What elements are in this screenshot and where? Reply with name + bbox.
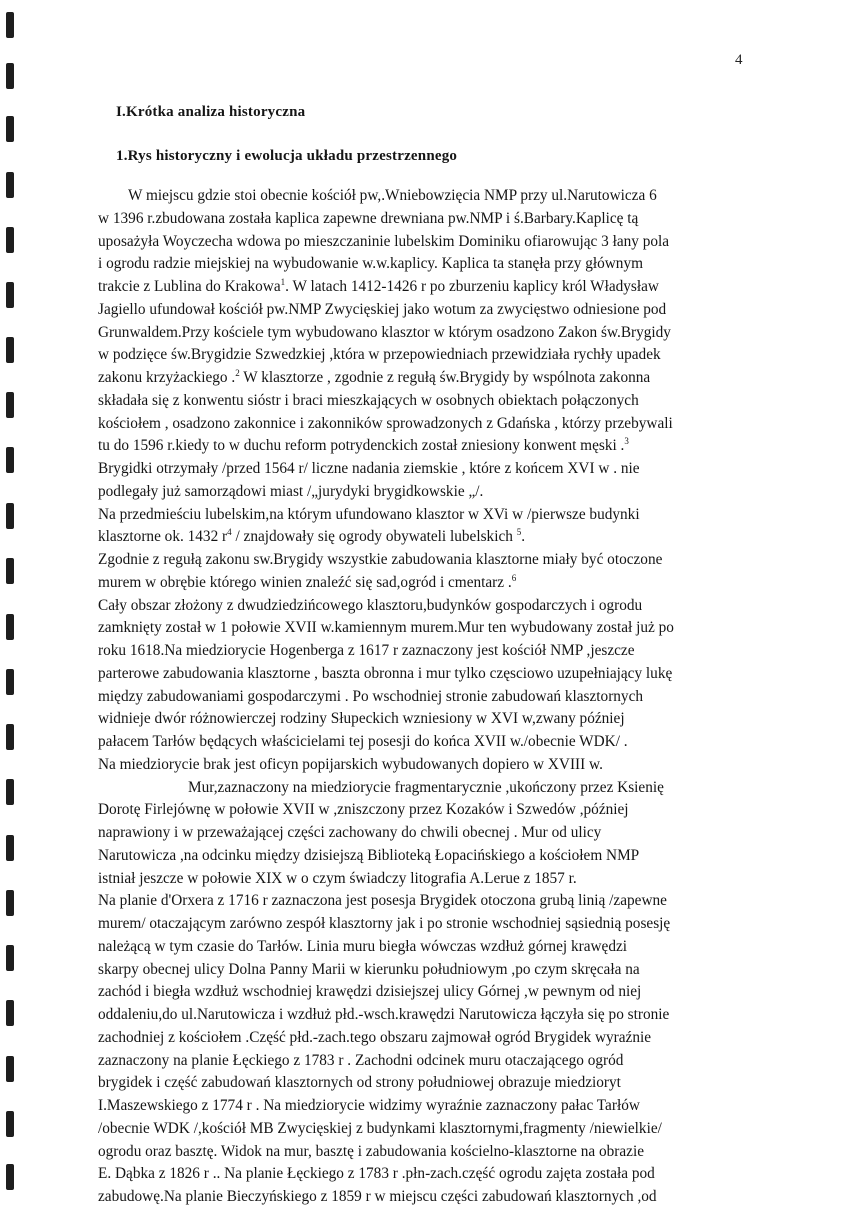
text-line [98,913,758,936]
line-text: . [521,528,526,546]
line-text: widnieje dwór różnowierczej rodziny Słupeckich wzniesiony w XVI w,zwany później [98,710,625,728]
text-line [98,1027,758,1050]
line-text: zachód i biegła wzdłuż wschodniej krawędzi dzisiejszej ulicy Górnej ,w pewnym od niej [98,983,642,1001]
line-text: W klasztorze , zgodnie z regułą św.Brygidy by wspólnota zakonna [239,369,651,386]
line-text: składała się z konwentu sióstr i braci mieszkających w osobnych obiektach połączonych [98,391,639,409]
line-text: w podzięce św.Brygidzie Szwedzkiej ,która w przepowiedniach przewidziała rychły upadek [98,346,661,364]
line-text: . W latach 1412-1426 r po zburzeniu kaplicy król Władysław [285,278,659,295]
binding-punch-holes [0,0,36,1198]
punch-hole [6,63,14,89]
line-text: parterowe zabudowania klasztorne , baszta obronna i mur tylko częsciowo uzupełniający lukę [98,664,673,682]
text-line [98,754,758,777]
text-line [98,299,758,322]
text-line [98,344,758,367]
footnote-ref: 1 [280,277,286,287]
line-text: klasztorne ok. 1432 r [98,528,228,546]
punch-hole [6,1000,14,1026]
text-line [98,731,758,754]
punch-hole [6,172,14,198]
text-line [98,526,758,549]
line-text: Brygidki otrzymały /przed 1564 r/ liczne nadania ziemskie , które z końcem XVI w . nie [98,460,640,477]
line-text: naprawiony i w przeważającej części zachowany do chwili obecnej . Mur od ulicy [98,824,602,841]
line-text: zamknięty został w 1 połowie XVII w.kamiennym murem.Mur ten wybudowany został już po [98,619,674,637]
line-text: skarpy obecnej ulicy Dolna Panny Marii w kierunku południowym ,po czym skręcała na [98,960,640,978]
text-line [98,640,758,663]
line-text: trakcie z Lublina do Krakowa [98,278,281,295]
line-text: Dorotę Firlejównę w połowie XVII w ,zniszczony przez Kozaków i Szwedów ,później [98,801,629,819]
line-text: brygidek i część zabudowań klasztornych od strony południowej obrazuje miedzioryt [98,1074,621,1092]
text-line [98,322,758,345]
text-line [98,959,758,982]
text-line [98,390,758,413]
text-line [98,208,758,231]
text-line [98,708,758,731]
text-line [98,1163,758,1186]
punch-hole [6,890,14,916]
punch-hole [6,227,14,253]
footnote-ref: 4 [227,527,232,538]
line-text: pałacem Tarłów będących właścicielami tej posesji do końca XVII w./obecnie WDK/ . [98,733,628,750]
line-text: należącą w tym czasie do Tarłów. Linia muru biegła wówczas wzdłuż górnej krawędzi [98,937,628,955]
text-line [98,1004,758,1027]
text-line [98,868,758,891]
line-text: tu do 1596 r.kiedy to w duchu reform potrydenckich został zniesiony konwent męski . [98,437,625,455]
line-text: oddaleniu,do ul.Narutowicza i wzdłuż płd.-wsch.krawędzi Narutowicza łączyła się po stronie [98,1006,670,1023]
punch-hole [6,1111,14,1137]
text-line [98,936,758,959]
line-text: E. Dąbka z 1826 r .. Na planie Łęckiego z 1783 r .płn-zach.część ogrodu zajęta została pod [98,1165,655,1183]
line-text: murem w obrębie którego winien znaleźć się sad,ogród i cmentarz . [98,573,512,591]
line-text: zabudowę.Na planie Bieczyńskiego z 1859 r w miejscu części zabudowań klasztornych ,od [98,1188,657,1205]
text-line [98,185,758,208]
line-text: W miejscu gdzie stoi obecnie kościół pw,.Wniebowzięcia NMP przy ul.Narutowicza 6 [128,187,657,204]
line-text: Jagiello ufundował kościół pw.NMP Zwycięskiej jako wotum za zwycięstwo odniesione pod [98,300,667,318]
section-heading: I.Krótka analiza historyczna [116,104,306,120]
footnote-ref: 3 [624,436,629,447]
text-line [98,1050,758,1073]
text-line [98,1095,758,1118]
text-line [98,572,758,595]
text-line [98,231,758,254]
punch-hole [6,724,14,750]
punch-hole [6,779,14,805]
line-text: murem/ otaczającym zarówno zespół klasztorny jak i po stronie wschodniej sąsiednią posesję [98,915,671,932]
line-text: uposażyła Woyczecha wdowa po mieszczaninie lubelskim Dominiku ofiarowując 3 łany pola [98,232,670,250]
line-text: zakonu krzyżackiego . [98,369,236,386]
subsection-heading: 1.Rys historyczny i ewolucja układu przestrzennego [116,148,458,164]
text-line [98,822,758,845]
text-line [98,549,758,572]
punch-hole [6,503,14,529]
text-line [98,845,758,868]
text-line [98,981,758,1004]
text-line [98,367,758,390]
punch-hole [6,447,14,473]
line-text: / znajdowały się ogrody obywateli lubelskich [231,528,517,546]
line-text: i ogrodu radzie miejskiej na wybudowanie w.w.kaplicy. Kaplica ta stanęła przy głównym [98,255,643,273]
punch-hole [6,337,14,363]
line-text: Cały obszar złożony z dwudziedzińcowego klasztoru,budynków gospodarczych i ogrodu [98,596,643,614]
punch-hole [6,1164,14,1190]
line-text: I.Maszewskiego z 1774 r . Na miedziorycie widzimy wyraźnie zaznaczony pałac Tarłów [98,1097,640,1114]
text-line [98,595,758,618]
line-text: zachodniej z kościołem .Część płd.-zach.tego obszaru zajmował ogród Brygidek wyraźnie [98,1028,652,1046]
line-text: ogrodu oraz basztę. Widok na mur, basztę i zabudowania kościelno-klasztorne na obrazie [98,1142,644,1160]
text-line [98,413,758,436]
punch-hole [6,116,14,142]
text-line [98,617,758,640]
text-line [98,1141,758,1164]
line-text: /obecnie WDK /,kościół MB Zwycięskiej z budynkami klasztornymi,fragmenty /niewielkie/ [98,1119,662,1137]
text-line [98,1072,758,1095]
punch-hole [6,835,14,861]
text-line [98,777,758,800]
text-line [98,458,758,481]
line-text: Na planie d'Orxera z 1716 r zaznaczona jest posesja Brygidek otoczona grubą linią /zapewne [98,892,667,910]
body-text [98,185,758,1209]
text-line [98,890,758,913]
line-text: między zabudowaniami gospodarczymi . Po wschodniej stronie zabudowań klasztornych [98,687,644,705]
line-text: Na przedmieściu lubelskim,na którym ufundowano klasztor w XVi w /pierwsze budynki [98,505,640,523]
text-line [98,253,758,276]
line-text: zaznaczony na planie Łęckiego z 1783 r . Zachodni odcinek muru otaczającego ogród [98,1051,624,1069]
text-line [98,663,758,686]
line-text: istniał jeszcze w połowie XIX w o czym świadczy litografia A.Lerue z 1857 r. [98,869,577,887]
text-line [98,1118,758,1141]
text-line [98,435,758,458]
punch-hole [6,12,14,38]
footnote-ref: 2 [235,368,240,378]
punch-hole [6,669,14,695]
punch-hole [6,282,14,308]
line-text: podlegały już samorządowi miast /„jurydyki brygidkowskie „/. [98,482,484,500]
footnote-ref: 6 [511,572,517,583]
text-line [98,276,758,299]
line-text: Grunwaldem.Przy kościele tym wybudowano klasztor w którym osadzono Zakon św.Brygidy [98,323,671,341]
line-text: Na miedziorycie brak jest oficyn popijarskich wybudowanych dopiero w XVIII w. [98,755,603,773]
punch-hole [6,392,14,418]
line-text: Narutowicza ,na odcinku między dzisiejszą Biblioteką Łopacińskiego a kościołem NMP [98,846,640,864]
text-line [98,481,758,504]
text-line [98,504,758,527]
line-text: Mur,zaznaczony na miedziorycie fragmentarycznie ,ukończony przez Ksienię [188,778,664,796]
line-text: Zgodnie z regułą zakonu sw.Brygidy wszystkie zabudowania klasztorne miały być otoczone [98,551,663,568]
line-text: kościołem , osadzono zakonnice i zakonników sprowadzonych z Gdańska , którzy przebywali [98,414,673,432]
line-text: w 1396 r.zbudowana została kaplica zapewne drewniana pw.NMP i ś.Barbary.Kaplicę tą [98,209,639,227]
text-line [98,686,758,709]
text-line [98,799,758,822]
punch-hole [6,614,14,640]
page-number: 4 [735,52,743,68]
punch-hole [6,945,14,971]
line-text: roku 1618.Na miedziorycie Hogenberga z 1617 r zaznaczony jest kościół NMP ,jeszcze [98,642,635,659]
punch-hole [6,558,14,584]
footnote-ref: 5 [516,527,522,538]
text-line [98,1186,758,1209]
punch-hole [6,1056,14,1082]
